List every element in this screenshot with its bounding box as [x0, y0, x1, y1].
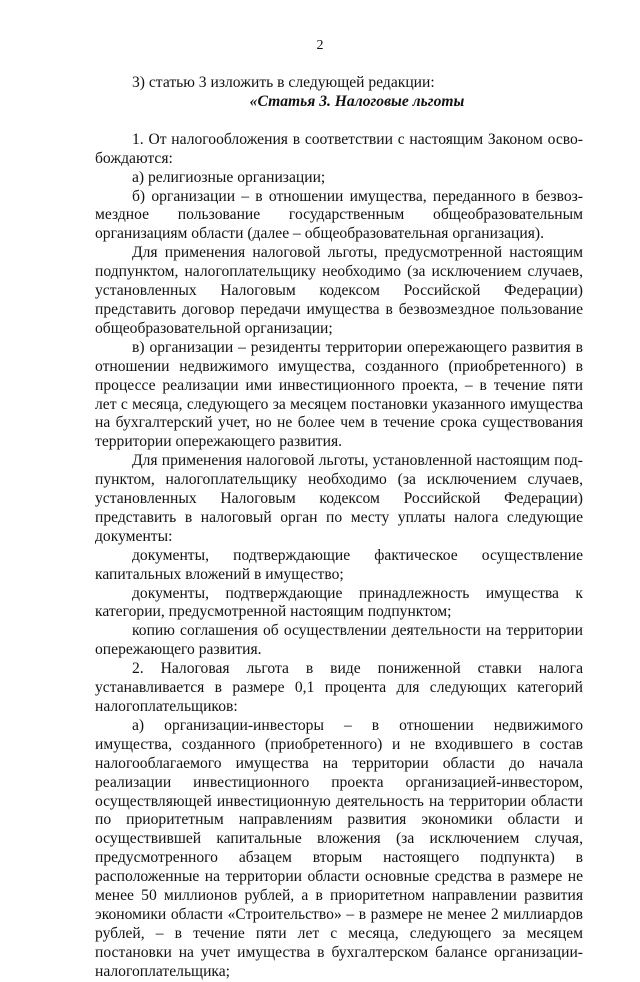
paragraph: б) организации – в отношении имущества, переданного в безвозмездное пользование государственным общеобразовательным организациям области (далее – общеобразовательная организация).	[95, 187, 583, 243]
paragraph: документы, подтверждающие принадлежность имущества к категории, предусмотренной настоящим подпунктом;	[95, 584, 583, 621]
paragraph: копию соглашения об осуществлении деятельности на территории опережающего развития.	[95, 622, 583, 659]
paragraph: Для применения налоговой льготы, предусмотренной настоящим подпунктом, налогоплательщику необходимо (за исключением случаев, установленных Налоговым кодексом Российской Федерации) представить договор передачи имущества в безвозмездное пользование общеобразовательной организации;	[95, 244, 583, 337]
paragraph: Для применения налоговой льготы, установленной настоящим подпунктом, налогоплательщику необходимо (за исключением случаев, установленных Налоговым кодексом Российской Федерации) представить в налоговый орган по месту уплаты налога следующие документы:	[95, 452, 583, 545]
paragraph: а) религиозные организации;	[132, 168, 326, 186]
paragraph: документы, подтверждающие фактическое осуществление капитальных вложений в имущество;	[95, 546, 583, 583]
article-heading: «Статья 3. Налоговые льготы	[249, 92, 465, 110]
paragraph: а) организации-инвесторы – в отношении недвижимого имущества, созданного (приобретенного) и не входившего в состав налогооблагаемого имущества на территории области до начала реализации инвестиционного проекта организацией-инвестором, осуществляющей инвестиционную деятельность на территории области по приоритетным направлениям развития экономики области и осуществившей капитальные вложения (за исключением случая, предусмотренного абзацем вторым настоящего подпункта) в расположенные на территории области основные средства в размере не менее 50 миллионов рублей, а в приоритетном направлении развития экономики области «Строительство» – в размере не менее 2 миллиардов рублей, – в течение пяти лет с месяца, следующего за месяцем постановки на учет имущества в бухгалтерском балансе организации-налогоплательщика;	[95, 716, 583, 980]
paragraph: в) организации – резиденты территории опережающего развития в отношении недвижимого имущества, созданного (приобретенного) в процессе реализации ими инвестиционного проекта, – в течение пяти лет с месяца, следующего за месяцем постановки указанного имущества на бухгалтерский учет, но не более чем в течение срока существования территории опережающего развития.	[95, 338, 583, 451]
page-number: 2	[316, 38, 324, 53]
intro-paragraph: 3) статью 3 изложить в следующей редакции:	[132, 74, 435, 91]
paragraph-gap	[95, 112, 583, 131]
document-body	[95, 74, 583, 982]
paragraph: 2. Налоговая льгота в виде пониженной ставки налога устанавливается в размере 0,1 процента для следующих категорий налогоплательщиков:	[95, 660, 583, 715]
paragraph: 1. От налогообложения в соответствии с настоящим Законом освобождаются:	[95, 130, 583, 167]
